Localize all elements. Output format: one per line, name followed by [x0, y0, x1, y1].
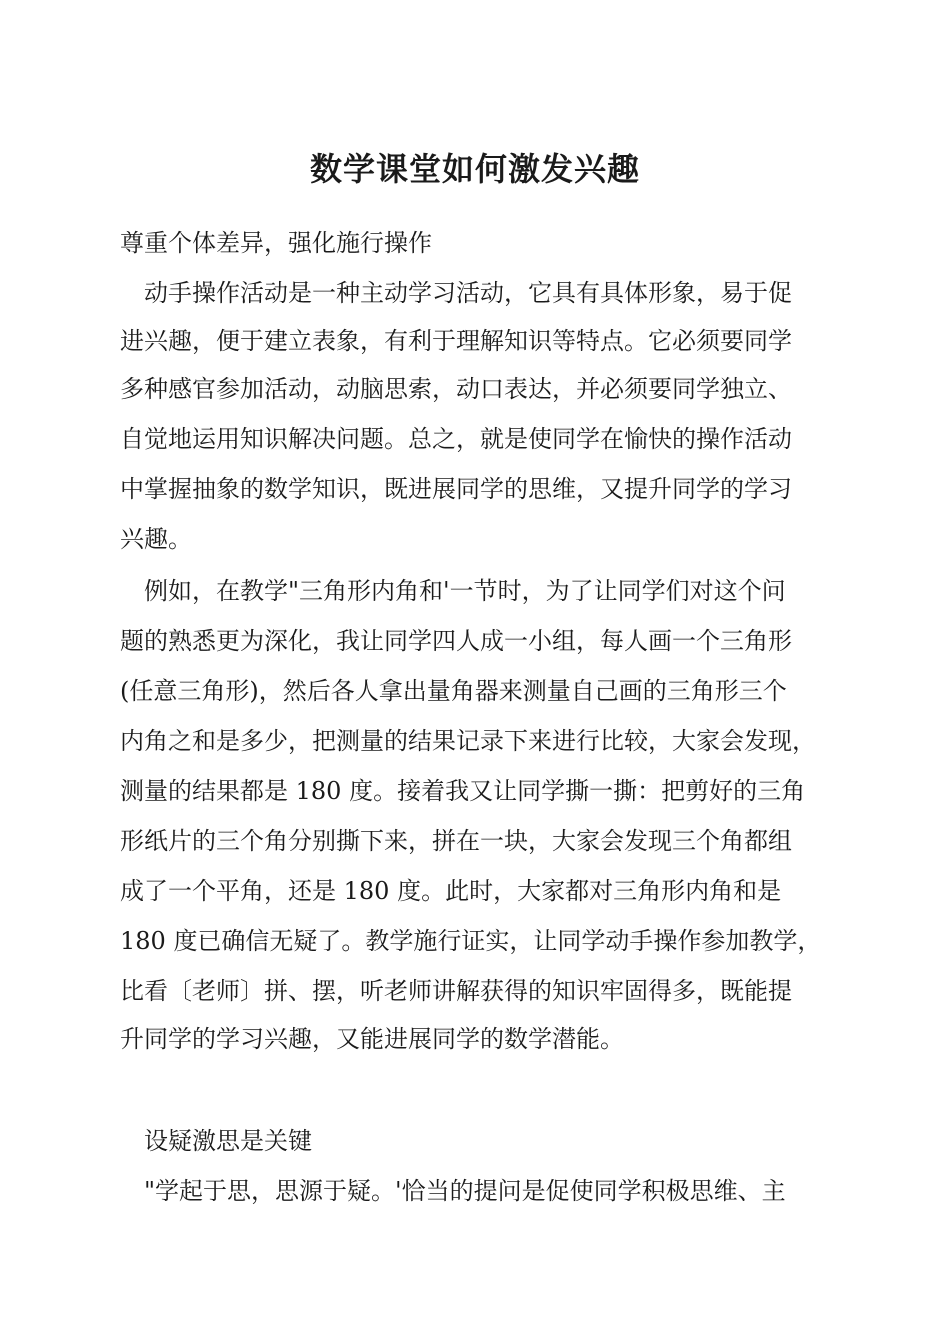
paragraph-line: 自觉地运用知识解决问题。总之，就是使同学在愉快的操作活动 — [120, 425, 792, 453]
paragraph-line: 成了一个平角，还是 180 度。此时，大家都对三角形内角和是 — [120, 877, 782, 905]
section-heading: 设疑激思是关键 — [120, 1127, 312, 1155]
paragraph-line: 兴趣。 — [120, 525, 192, 553]
paragraph-line: 多种感官参加活动，动脑思索，动口表达，并必须要同学独立、 — [120, 375, 792, 403]
paragraph-line: 例如，在教学"三角形内角和'一节时，为了让同学们对这个问 — [120, 577, 786, 605]
paragraph-line: 题的熟悉更为深化，我让同学四人成一小组，每人画一个三角形 — [120, 627, 792, 655]
paragraph-line: 升同学的学习兴趣，又能进展同学的数学潜能。 — [120, 1025, 624, 1053]
paragraph-line: 180 度已确信无疑了。教学施行证实，让同学动手操作参加教学， — [120, 927, 822, 955]
paragraph-line: 中掌握抽象的数学知识，既进展同学的思维，又提升同学的学习 — [120, 475, 792, 503]
paragraph-line: (任意三角形)，然后各人拿出量角器来测量自己画的三角形三个 — [120, 677, 787, 705]
paragraph-line: 比看〔老师〕拼、摆，听老师讲解获得的知识牢固得多，既能提 — [120, 977, 792, 1005]
section-heading: 尊重个体差异，强化施行操作 — [120, 229, 432, 257]
paragraph-line: 测量的结果都是 180 度。接着我又让同学撕一撕：把剪好的三角 — [120, 777, 806, 805]
document-title: 数学课堂如何激发兴趣 — [309, 150, 640, 188]
paragraph-line: 动手操作活动是一种主动学习活动，它具有具体形象，易于促 — [120, 279, 792, 307]
paragraph-line: 内角之和是多少，把测量的结果记录下来进行比较，大家会发现， — [120, 727, 816, 755]
paragraph-line: 形纸片的三个角分别撕下来，拼在一块，大家会发现三个角都组 — [120, 827, 792, 855]
paragraph-line: "学起于思，思源于疑。'恰当的提问是促使同学积极思维、主 — [120, 1177, 786, 1205]
paragraph-line: 进兴趣，便于建立表象，有利于理解知识等特点。它必须要同学 — [120, 327, 792, 355]
